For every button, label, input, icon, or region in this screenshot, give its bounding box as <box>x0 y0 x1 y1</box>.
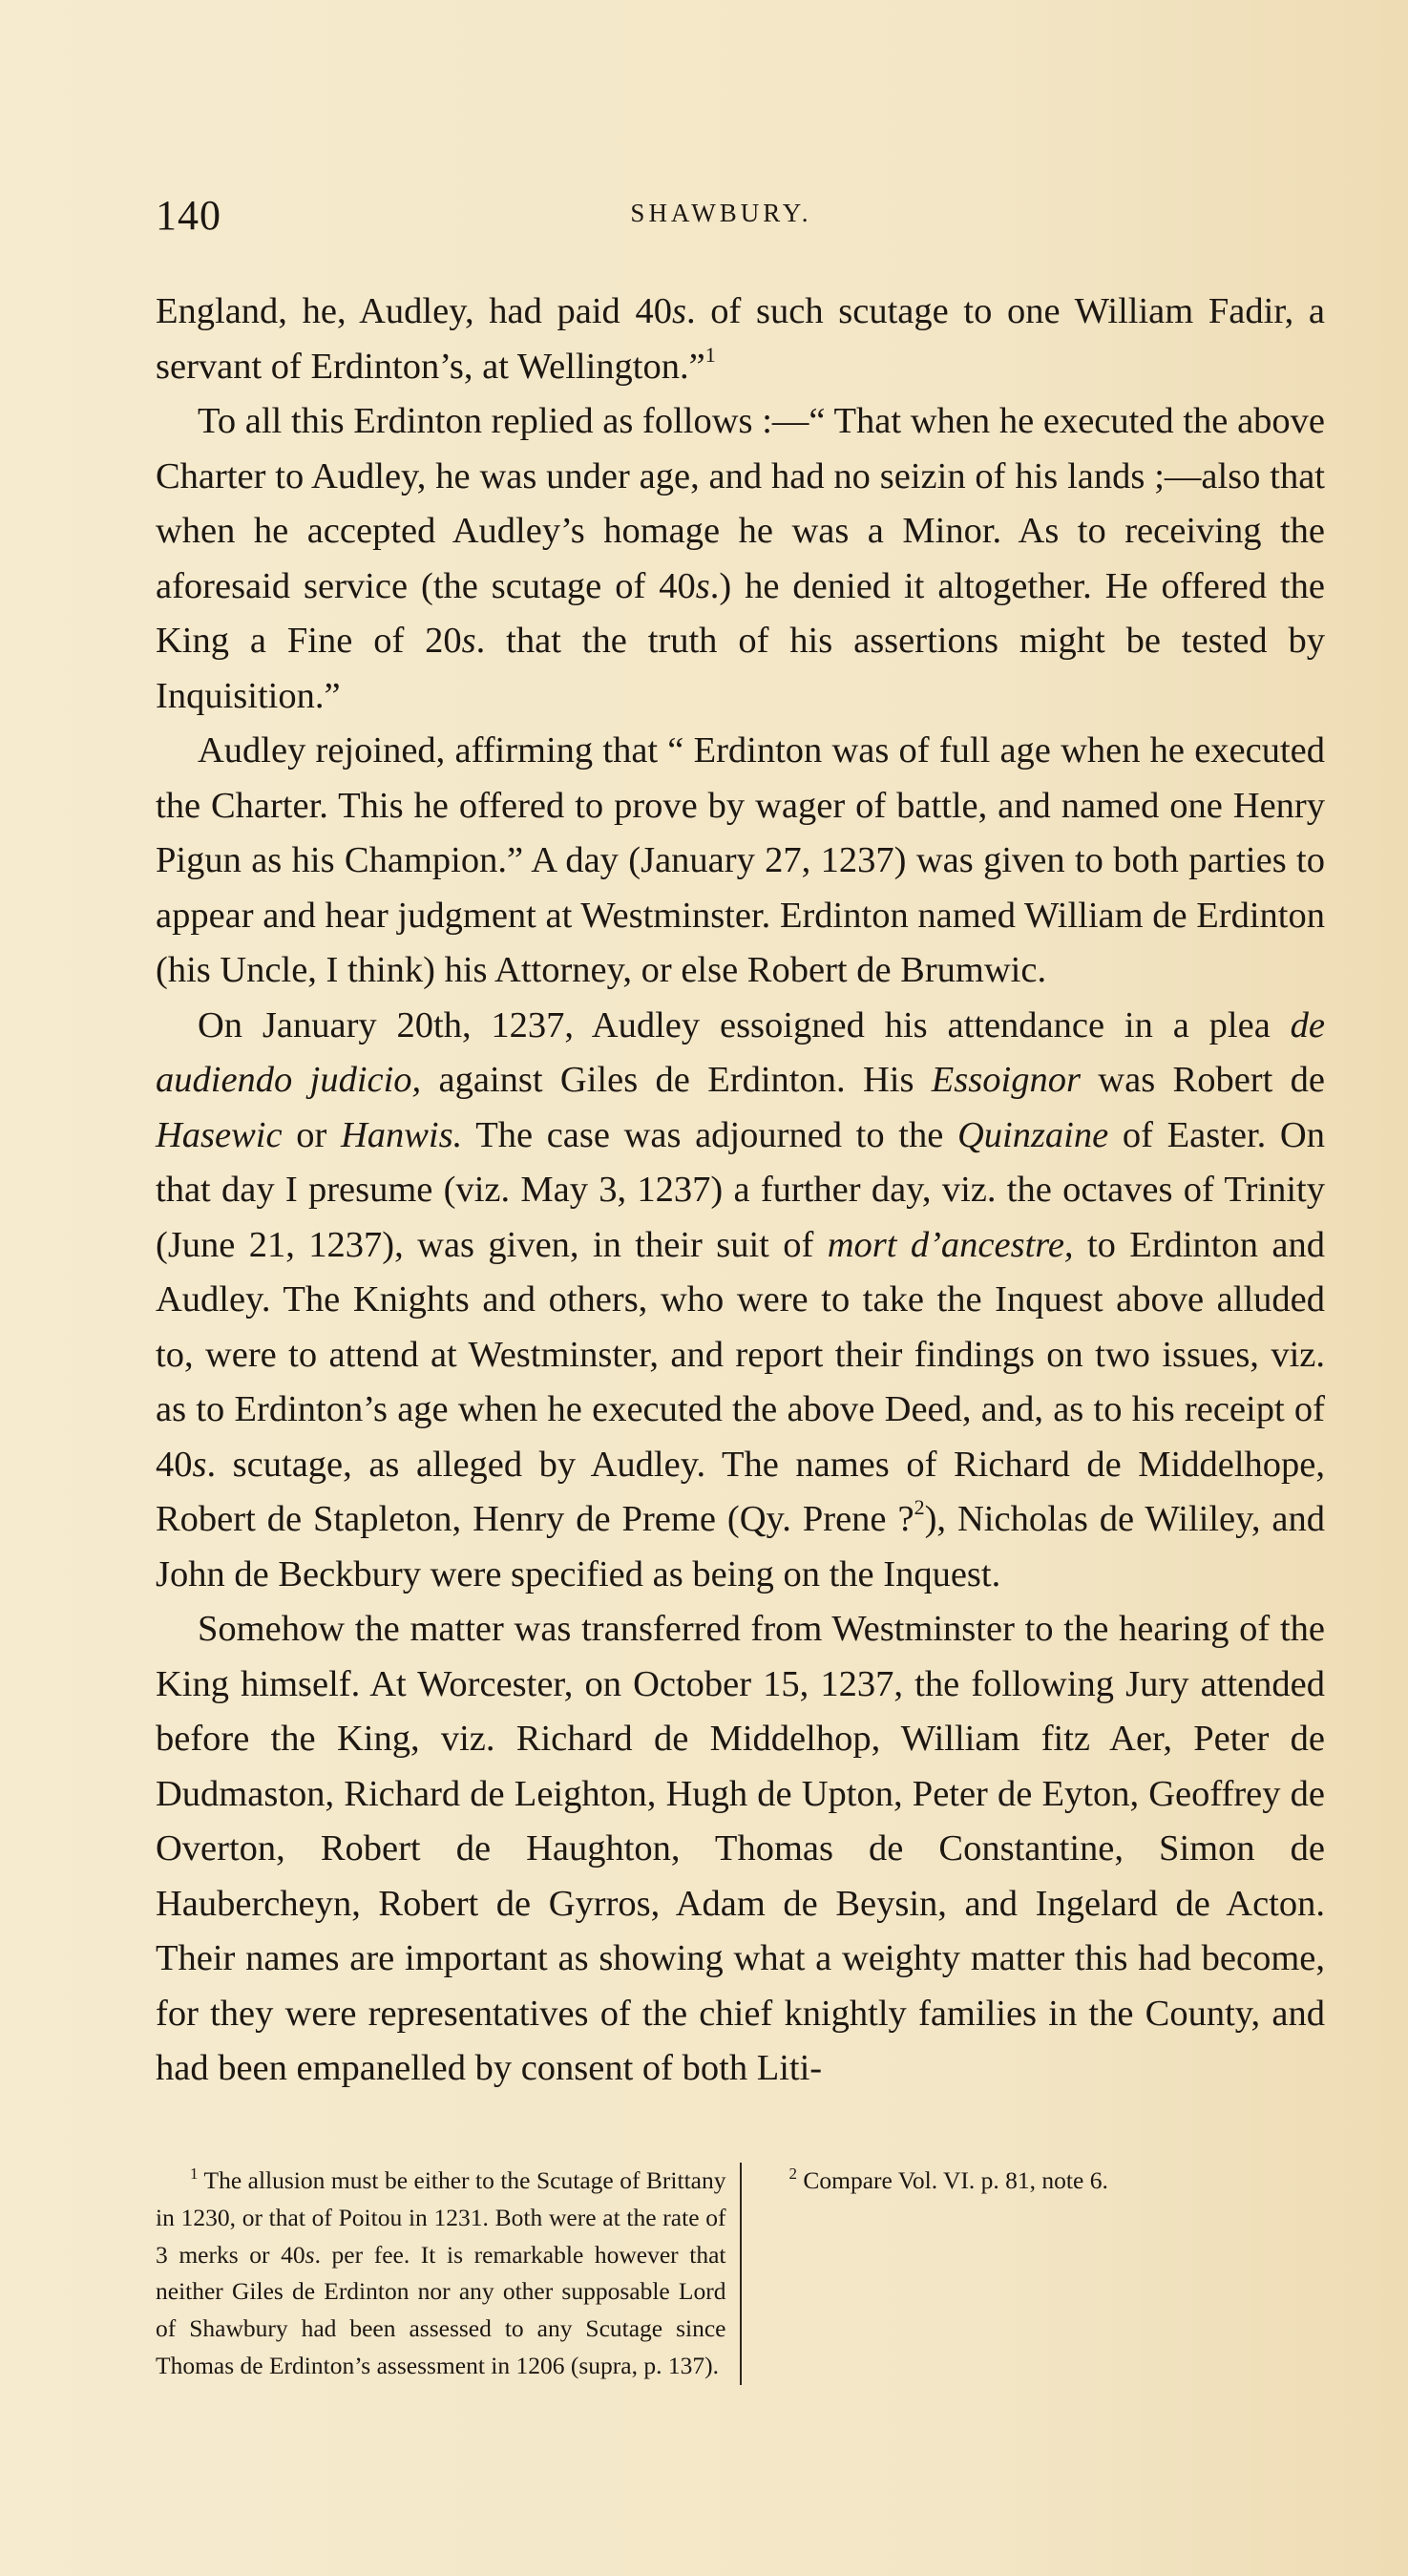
italic-span: s <box>695 565 710 606</box>
text-span: The case was adjourned to the <box>462 1114 957 1155</box>
paragraph-5: Somehow the matter was transferred from Westminster to the hearing of the King himself. At Worcester, on October 15, 1237, the following Jury attended before the King, viz. Richard de Middelhop, William fitz Aer, Peter de Dudmaston, Richard de Leighton, Hugh de Upton, Peter de Eyton, Geoffrey de Overton, Robert de Haughton, Thomas de Constantine, Simon de Haubercheyn, Robert de Gyrros, Adam de Beysin, and Ingelard de Acton. Their names are important as showing what a weighty matter this had become, for they were representatives of the chief knightly families in the County, and had been empanelled by consent of both Liti- <box>156 1609 1325 2088</box>
paragraph-1 <box>156 285 1325 394</box>
paragraph-4 <box>156 999 1325 1603</box>
text-span: or <box>282 1114 341 1155</box>
footnote-mark: 1 <box>190 2164 199 2183</box>
footnote-column <box>740 2163 1326 2385</box>
italic-span: Hanwis. <box>340 1114 463 1155</box>
paragraph-2 <box>156 394 1325 724</box>
italic-span: s <box>305 2240 315 2269</box>
paragraph-3: Audley rejoined, affirming that “ Erdinton was of full age when he executed the Charter. This he offered to prove by wager of battle, and named one Henry Pigun as his Champion.” A day (January 27, 1237) was given to both parties to appear and hear judgment at Westminster. Erdinton named William de Erdinton (his Uncle, I think) his Attorney, or else Robert de Brumwic. <box>156 730 1325 990</box>
footnote-ref-1: 1 <box>704 342 716 367</box>
italic-span: de audiendo judicio, <box>156 1004 1325 1100</box>
italic-span: Hasewic <box>156 1114 283 1155</box>
italic-span: Quinzaine <box>956 1114 1109 1155</box>
footnote-mark: 2 <box>788 2164 797 2183</box>
text-span: . of such scutage to one William Fadir, a servant of Erdinton’s, at Wellington.” <box>156 291 1326 387</box>
body-text <box>156 285 1325 2097</box>
footnote-1 <box>156 2163 726 2385</box>
footnote-column <box>156 2163 740 2385</box>
text-span: . per fee. It is remarkable however that neither Giles de Erdinton nor any other supposable Lord of Shawbury had been assessed to any Scutage since Thomas de Erdinton’s assessment in 1206 (supra, p. 137). <box>156 2240 726 2379</box>
text-span: Compare Vol. VI. p. 81, note 6. <box>797 2166 1108 2194</box>
italic-span: s <box>192 1444 207 1485</box>
text-span: of Easter. On that day I presume (viz. May 3, 1237) a further day, viz. the octaves of Trinity (June 21, 1237), was given, in their suit of <box>156 1114 1325 1265</box>
footnote-ref-2: 2 <box>914 1495 925 1519</box>
text-span: To all this Erdinton replied as follows :—“ That when he executed the above Charter to Audley, he was under age, and had no seizin of his lands ;—also that when he accepted Audley’s homage he was a Minor. As to receiving the aforesaid service (the scutage of 40 <box>156 401 1325 606</box>
footnote-2 <box>755 2163 1326 2200</box>
text-span: The allusion must be either to the Scutage of Brittany in 1230, or that of Poitou in 1231. Both were at the rate of 3 merks or 40 <box>156 2166 726 2269</box>
italic-span: mort d’ancestre, <box>827 1224 1074 1265</box>
italic-span: s <box>672 291 686 331</box>
footnotes <box>156 2163 1325 2385</box>
page-number: 140 <box>156 192 221 239</box>
page-header <box>156 191 1287 248</box>
text-span: against Giles de Erdinton. His <box>421 1060 932 1100</box>
text-span: . scutage, as alleged by Audley. The names of Richard de Middelhope, Robert de Stapleton, Henry de Preme (Qy. Prene ? <box>156 1444 1325 1539</box>
text-span: to Erdinton and Audley. The Knights and others, who were to take the Inquest above alluded to, were to attend at Westminster, and report their findings on two issues, viz. as to Erdinton’s age when he executed the above Deed, and, as to his receipt of 40 <box>156 1224 1325 1485</box>
text-span: .) he denied it altogether. He offered the King a Fine of 20 <box>156 565 1325 661</box>
text-span: . that the truth of his assertions might be tested by Inquisition.” <box>156 621 1325 716</box>
text-span: On January 20th, 1237, Audley essoigned his attendance in a plea <box>198 1004 1291 1045</box>
italic-span: s <box>461 621 476 661</box>
italic-span: Essoignor <box>931 1060 1081 1100</box>
text-span: ), Nicholas de Wililey, and John de Beckbury were specified as being on the Inquest. <box>156 1499 1326 1594</box>
text-span: England, he, Audley, had paid 40 <box>156 291 672 331</box>
running-title: SHAWBURY. <box>630 199 812 227</box>
text-span: was Robert de <box>1080 1060 1325 1100</box>
